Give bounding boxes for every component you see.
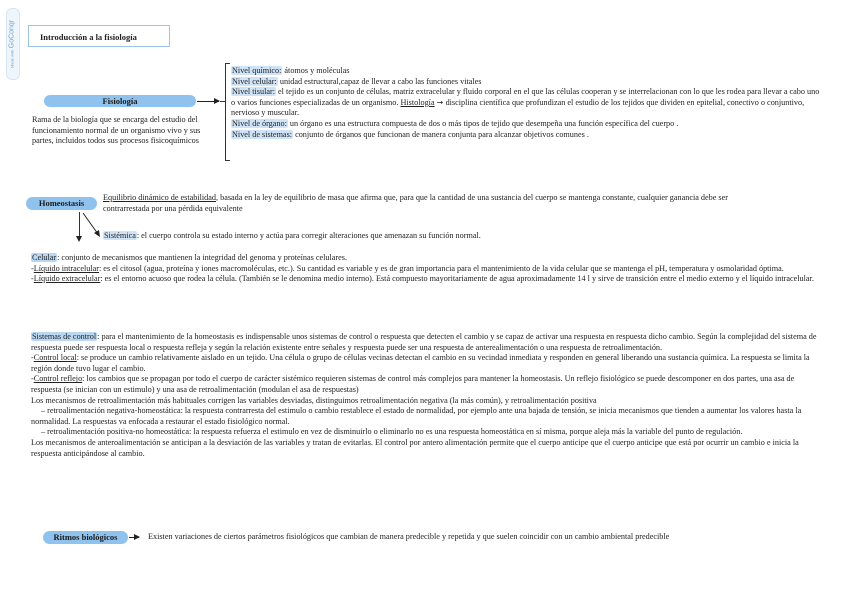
celular-line: Celular: conjunto de mecanismos que mantienen la integridad del genoma y proteínas celulares. [32,253,347,262]
level-quimico: Nivel químico: átomos y moléculas [232,66,350,75]
level-celular: Nivel celular: unidad estructural,capaz de llevar a cabo las funciones vitales [232,76,482,86]
level-organo: Nivel de órgano: un órgano es una estructura compuesta de dos o más tipos de tejido que desempeña una función específica del cuerpo . [232,118,679,128]
fisiologia-arrow [197,101,219,102]
homeostasis-definition: Equilibrio dinámico de estabilidad, basada en la ley de equilibrio de masa que afirma que, para que la cantidad de una sustancia del cuerpo se mantenga constante, cualquier ganancia debe ser contrarrestada por una pérdida equivalente [103,193,728,213]
sistemica-text: Sistémica: el cuerpo controla su estado interno y actúa para corregir alteraciones que amenazan su función normal. [104,231,481,240]
ritmos-node[interactable]: Ritmos biológicos [43,531,128,544]
arrow-icon: ➞ [436,97,444,107]
ritmos-text: Existen variaciones de ciertos parámetros fisiológicos que cambian de manera predecible y repetida y que suelen coincidir con un cambio ambiental predecible [148,532,670,541]
retro-intro: Los mecanismos de retroalimentación más habituales corrigen las variables desviadas, distinguimos retroalimentación negativa (la más común), y retroalimentación positiva [31,395,597,405]
level-tisular: Nivel tisular: el tejido es un conjunto de células, matriz extracelular y fluido corporal en el que las células cooperan y se interrelacionan con lo que les rodea para llevar a cabo uno o varios funciones especializadas de un organismo. Histología ➞ disciplina científica que profundizan el estudio de los tejidos que dividen en epitelial, conectivo o conjuntivo, nervioso y muscular. [231,87,820,118]
extracelular-line: -Líquido extracelular: es el entorno acuoso que rodea la célula. (También se le denomina medio interno). Está compuesto mayoritariamente de agua aproximadamente 14 l y sirve de transición entre el medio externo y el líquido intracelular. [31,274,814,284]
control-reflejo: -Control reflejo: los cambios que se propagan por todo el cuerpo de carácter sistémico requieren sistemas de control más complejos para mantener la homeostasis. Un reflejo fisiológico se puede descomponer en dos partes, una asa de respuesta (se inician con un estimulo) y una asa de retroalimentación (modulan el asa de respuestas) [31,374,795,394]
celular-block [31,253,821,285]
control-block [31,332,821,459]
retro-positiva: – retroalimentación positiva-no homeostática: la respuesta refuerza el estimulo en vez de disminuirlo o eliminarlo no es una respuesta homeostática en sí misma, porque aleja más la variable del punto de regulación. [41,427,743,437]
brand-label: Made with GoConqr [8,19,16,69]
brand-tab[interactable] [6,8,20,80]
intracelular-line: -Líquido intracelular: es el citosol (agua, proteína y iones macromoléculas, etc.). Su cantidad es variable y es de gran importancia para el mantenimiento de la vida celular que se mantenga el pH, temperatura y osmolaridad óptima. [31,263,784,273]
control-local: -Control local: se produce un cambio relativamente aislado en un tejido. Una célula o grupo de células vecinas detectan el cambio en su vecindad inmediata y responden en general liberando una sustancia química. La respuesta se limita la región donde tuvo lugar el cambio. [31,353,810,373]
fisiologia-description: Rama de la biología que se encarga del estudio del funcionamiento normal de un organismo vivo y sus partes, incluidos todos sus procesos fisicoquímicos [32,115,201,146]
page-title: Introducción a la fisiología [28,25,170,47]
levels-list [231,66,821,140]
sistemica-arrow [82,212,102,240]
fisiologia-node[interactable]: Fisiología [44,95,196,107]
histologia-term: Histología [400,97,435,107]
level-sistemas: Nivel de sistemas: conjunto de órganos que funcionan de manera conjunta para alcanzar objetivos comunes . [232,129,589,139]
ritmos-arrow [129,537,139,538]
homeostasis-connector [79,212,80,237]
retro-negativa: – retroalimentación negativa-homeostática: la respuesta contrarresta del estimulo o cambio restablece el estado de normalidad, por ejemplo ante una bajada de tensión, se inicia mecanismos que tienden a aumentar los valores hasta la normalidad. La respuestas va enfocada a restaurar el estado fisiológico normal. [31,406,802,426]
antero-text: Los mecanismos de anteroalimentación se anticipan a la desviación de las variables y tratan de evitarlas. El control por antero alimentación permite que el cuerpo anticipe que el cuerpo anticipe que está por ocurrir un cambio e inicia la respuesta anticipándose al cambio. [31,437,799,458]
homeostasis-node[interactable]: Homeostasis [26,197,97,210]
control-intro: Sistemas de control: para el mantenimiento de la homeostasis es indispensable unos sistemas de control o respuesta que detecten el cambio y se capaz de activar una respuesta en respuesta dicho cambio. Según la complejidad del sistema de respuesta puede ser respuesta local o respuesta refleja y según la relación existente entre señales y respuesta puede ser una respuesta de anterealimentación o una respuesta de retroalimentación. [31,332,817,352]
